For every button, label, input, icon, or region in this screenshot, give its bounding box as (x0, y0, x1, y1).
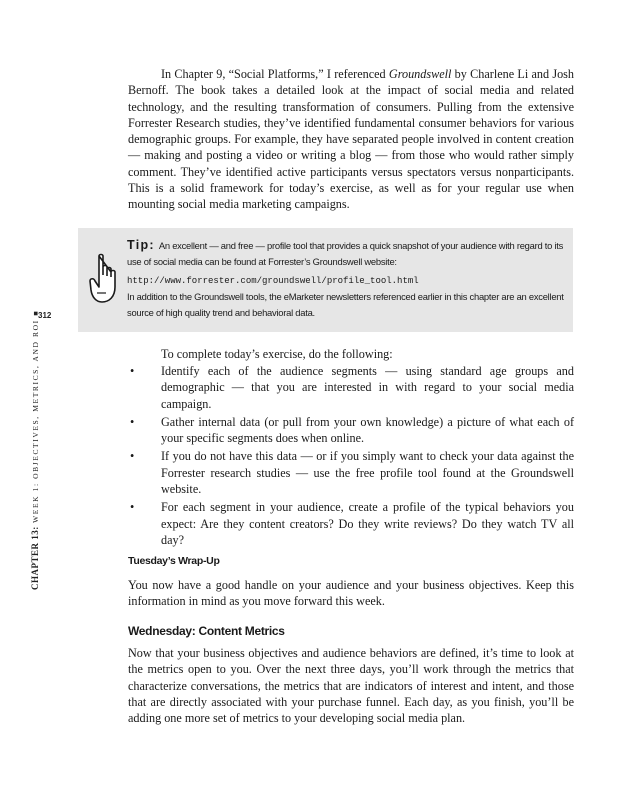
tip-label: Tip: (127, 238, 155, 252)
bullet-icon: • (130, 364, 135, 378)
book-title: Groundswell (388, 67, 452, 81)
tip-box (78, 228, 573, 332)
list-item: • If you do not have this data — or if you simply want to check your data against the Forrester research studies — use the free profile tool found at the Groundswell website. (130, 449, 574, 497)
intro-paragraph: In Chapter 9, “Social Platforms,” I referenced Groundswell by Charlene Li and Josh Bernoff. The book takes a detailed look at the impact of social media and related technology, and the resulting transformation of consumers. Pulling from the extensive Forrester Research studies, they’ve identified fundamental consumer behaviors for various demographic groups. For example, they have separated people involved in content creation — making and posting a video or writing a blog — from those who would rather simply comment. They’ve identified active participants versus spectators versus nonparticipants. This is a solid framework for today’s exercise, as well as for your regular use when mounting social media marketing campaigns. (128, 67, 574, 212)
tip-url-link[interactable]: http://www.forrester.com/groundswell/profile_tool.html (127, 276, 419, 286)
list-item: • Gather internal data (or pull from your own knowledge) a picture of what each of your specific segments does when online. (130, 414, 574, 446)
bullet-icon: • (130, 414, 135, 429)
tuesday-paragraph: You now have a good handle on your audience and your business objectives. Keep this information in mind as you move forward this week. (128, 578, 574, 609)
tuesday-heading: Tuesday’s Wrap-Up (128, 555, 220, 567)
wednesday-paragraph: Now that your business objectives and audience behaviors are defined, it’s time to look at the metrics open to you. Over the next three days, you’ll work through the metrics that characterize conversations, the metrics that are indicators of interest and intent, and those that are directly associated with your purchase funnel. Each day, as you finish, you’ll be adding one more set of metrics to your developing social media plan. (128, 646, 574, 726)
running-head-chapter: CHAPTER 13: (30, 526, 40, 590)
running-head-section: WEEK 1: OBJECTIVES, METRICS, AND ROI (31, 319, 40, 523)
page-number: 312 (38, 311, 52, 320)
running-head-square: ■ (31, 309, 40, 316)
tip-content (127, 237, 567, 321)
list-item: • Identify each of the audience segments — using standard age groups and demographic — that you are interested in with regard to your social media campaign. (130, 364, 574, 411)
bullet-icon: • (130, 500, 135, 515)
list-item: • For each segment in your audience, create a profile of the typical behaviors you expect: Are they content creators? Do they write reviews? Do they watch TV all day? (130, 500, 574, 547)
tip-note: In addition to the Groundswell tools, the eMarketer newsletters referenced earlier in this chapter are an excellent source of high quality trend and behavioral data. (127, 291, 564, 318)
running-head (30, 309, 42, 590)
tip-text: An excellent — and free — profile tool that provides a quick snapshot of your audience with regard to its use of social media can be found at Forrester’s Groundswell website: (127, 240, 564, 267)
exercise-list (128, 363, 574, 550)
bullet-icon: • (130, 449, 135, 464)
exercise-intro: To complete today’s exercise, do the following: (161, 347, 393, 361)
pointing-hand-icon (88, 253, 118, 305)
wednesday-heading: Wednesday: Content Metrics (128, 624, 285, 638)
